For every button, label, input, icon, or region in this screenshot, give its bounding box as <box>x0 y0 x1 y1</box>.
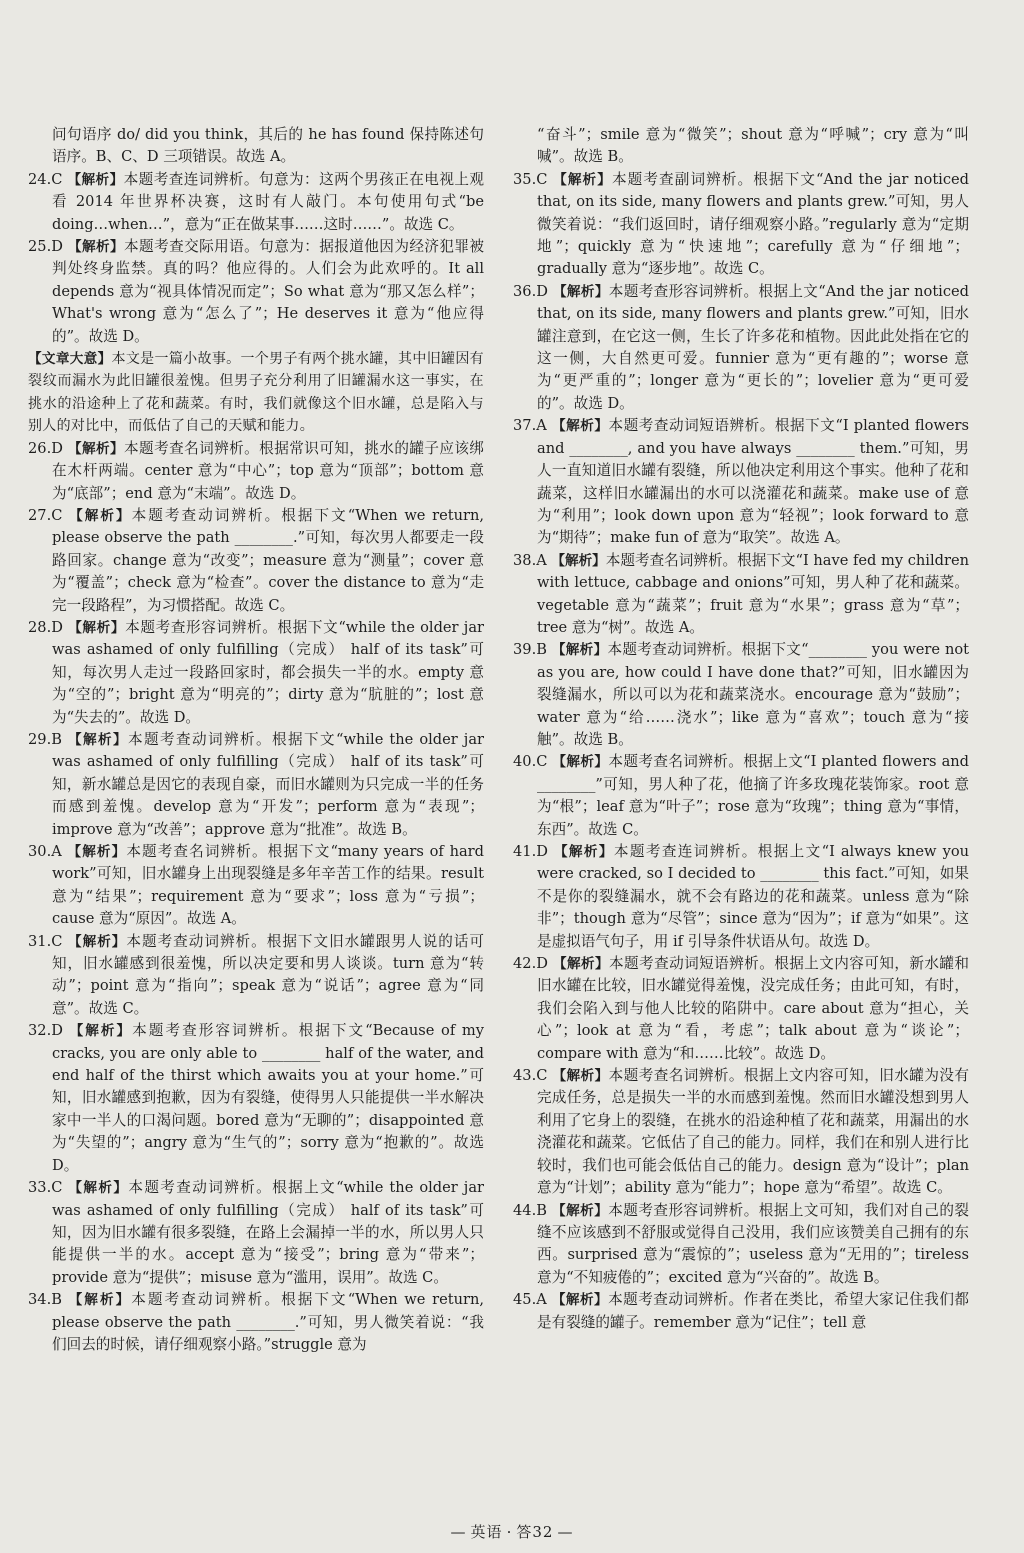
answer-number: 36.D <box>513 282 548 300</box>
analysis-tag: 【解析】 <box>553 171 612 188</box>
answer-item <box>513 639 969 751</box>
analysis-tag: 【解析】 <box>69 1023 133 1040</box>
analysis-tag: 【解析】 <box>69 507 132 524</box>
page-footer <box>0 1521 1024 1542</box>
answer-text: 本题考查名词辨析。根据常识可知，挑水的罐子应该绑在木杆两端。center 意为“中心”；top 意为“顶部”；bottom 意为“底部”；end 意为“末端”。故选 D。 <box>52 439 484 502</box>
answer-item <box>28 438 484 505</box>
answer-item <box>513 550 969 640</box>
answer-number: 39.B <box>513 641 547 659</box>
answer-item <box>28 1020 484 1177</box>
article-summary <box>28 348 484 438</box>
footer-dash-right: — <box>557 1523 574 1541</box>
answer-item <box>28 169 484 236</box>
analysis-tag: 【解析】 <box>67 239 125 256</box>
answer-item <box>513 841 969 953</box>
analysis-tag: 【解析】 <box>68 619 126 636</box>
left-column <box>28 124 484 1356</box>
answer-item <box>513 415 969 549</box>
answer-number: 28.D <box>28 618 63 636</box>
answer-text: 本题考查名词辨析。根据上文“I planted flowers and ________”可知，男人种了花，他摘了许多玫瑰花装饰家。root 意为“根”；leaf 意为“叶子”；rose 意为“玫瑰”；thing 意为“事情，东西”。故选 C。 <box>537 753 970 838</box>
answer-item <box>28 124 484 169</box>
analysis-tag: 【解析】 <box>553 844 614 860</box>
analysis-tag: 【解析】 <box>68 1180 129 1197</box>
footer-page-number: 答32 <box>516 1523 554 1541</box>
answer-text: 本题考查名词辨析。根据下文“I have fed my children with lettuce, cabbage and onions”可知，男人种了花和蔬菜。vegetable 意为“蔬菜”；fruit 意为“水果”；grass 意为“草”；tree 意为“树”。故选 A。 <box>537 551 969 636</box>
analysis-tag: 【解析】 <box>552 1068 609 1085</box>
answer-item <box>513 953 969 1065</box>
answer-item <box>28 841 484 931</box>
answer-number: 26.D <box>28 439 63 457</box>
analysis-tag: 【解析】 <box>551 418 609 435</box>
answer-text: 本文是一篇小故事。一个男子有两个挑水罐，其中旧罐因有裂纹而漏水为此旧罐很羞愧。但男子充分利用了旧罐漏水这一事实，在挑水的沿途种上了花和蔬菜。有时，我们就像这个旧水罐，总是陷入与别人的对比中，而低估了自己的天赋和能力。 <box>28 351 484 435</box>
answer-number: 43.C <box>513 1067 548 1085</box>
answer-number: 34.B <box>28 1291 62 1309</box>
answer-text: 本题考查形容词辨析。根据上文“And the jar noticed that, on its side, many flowers and plants grew.”可知，旧水罐注意到，在它这一侧，生长了许多花和植物。因此此处指在它的这一侧，大自然更可爱。funnier 意为“更有趣的”；worse 意为“更严重的”；longer 意为“更长的”；lovelier 意为“更可爱的”。故选 D。 <box>537 282 970 412</box>
answer-text: 本题考查动词辨析。根据下文“________ you were not as you are, how could I have done that?”可知，旧水罐因为裂缝漏水，所以可以为花和蔬菜浇水。encourage 意为“鼓励”；water 意为“给……浇水”；like 意为“喜欢”；touch 意为“接触”。故选 B。 <box>537 641 970 748</box>
analysis-tag: 【解析】 <box>551 1292 609 1309</box>
answer-text: 本题考查形容词辨析。根据下文“Because of my cracks, you are only able to ________ half of the water, and end half of the thirst which awaits you at your home.”可知，旧水罐感到抱歉，因为有裂缝，使得男人只能提供一半水解决家中一半人的口渴问题。bored 意为“无聊的”；disappointed 意为“失望的”；angry 意为“生气的”；sorry 意为“抱歉的”。故选 D。 <box>52 1022 484 1174</box>
footer-dash-left: — <box>450 1523 467 1541</box>
answer-text: 本题考查名词辨析。根据下文“many years of hard work”可知，旧水罐身上出现裂缝是多年辛苦工作的结果。result 意为“结果”；requirement 意为“要求”；loss 意为“亏损”；cause 意为“原因”。故选 A。 <box>52 843 484 928</box>
answer-text: 本题考查名词辨析。根据上文内容可知，旧水罐为没有完成任务，总是损失一半的水而感到羞愧。然而旧水罐没想到男人利用了它身上的裂缝，在挑水的沿途种植了花和蔬菜，用漏出的水浇灌花和蔬菜。它低估了自己的能力。同样，我们在和别人进行比较时，我们也可能会低估自己的能力。design 意为“设计”；plan 意为“计划”；ability 意为“能力”；hope 意为“希望”。故选 C。 <box>537 1067 970 1197</box>
answer-item <box>28 505 484 617</box>
answer-text: 本题考查动词辨析。根据下文“while the older jar was ashamed of only fulfilling（完成） half of its task”可知，新水罐总是因它的表现自豪，而旧水罐则为只完成一半的任务而感到羞愧。develop 意为“开发”；perform 意为“表现”；improve 意为“改善”；approve 意为“批准”。故选 B。 <box>52 730 484 838</box>
answer-item <box>28 1177 484 1289</box>
answer-number: 31.C <box>28 932 63 950</box>
right-column <box>513 124 969 1334</box>
answer-number: 24.C <box>28 170 63 188</box>
answer-text: 本题考查动词辨析。根据上文“while the older jar was ashamed of only fulfilling（完成） half of its task”可知，因为旧水罐有很多裂缝，在路上会漏掉一半的水，所以男人只能提供一半的水。accept 意为“接受”；bring 意为“带来”；provide 意为“提供”；misuse 意为“滥用，误用”。故选 C。 <box>52 1179 484 1286</box>
answer-number: 25.D <box>28 238 63 256</box>
analysis-tag: 【解析】 <box>552 1202 609 1219</box>
answer-number: 42.D <box>513 955 548 973</box>
answer-number: 35.C <box>513 170 548 188</box>
analysis-tag: 【解析】 <box>551 642 608 659</box>
answer-item <box>28 931 484 1021</box>
answer-text: “奋斗”；smile 意为“微笑”；shout 意为“呼喊”；cry 意为“叫喊”。故选 B。 <box>537 126 969 166</box>
analysis-tag: 【解析】 <box>552 956 610 973</box>
answer-item <box>28 729 484 841</box>
answer-number: 45.A <box>513 1291 547 1309</box>
footer-dot: · <box>506 1523 513 1541</box>
answer-text: 本题考查动词短语辨析。根据上文内容可知，新水罐和旧水罐在比较，旧水罐觉得羞愧，没完成任务；由此可知，有时，我们会陷入到与他人比较的陷阱中。care about 意为“担心，关心”；look at 意为“看，考虑”；talk about 意为“谈论”；compare with 意为“和……比较”。故选 D。 <box>537 955 969 1062</box>
answer-item <box>513 751 969 841</box>
answer-text: 本题考查形容词辨析。根据下文“while the older jar was ashamed of only fulfilling（完成） half of its task”可知，每次男人走过一段路回家时，都会损失一半的水。empty 意为“空的”；bright 意为“明亮的”；dirty 意为“肮脏的”；lost 意为“失去的”。故选 D。 <box>52 618 484 726</box>
answer-text: 问句语序 do/ did you think，其后的 he has found 保持陈述句语序。B、C、D 三项错误。故选 A。 <box>52 126 484 166</box>
answer-text: 本题考查动词辨析。根据下文“When we return, please observe the path ________.”可知，每次男人都要走一段路回家。change 意为“改变”；measure 意为“测量”；cover 意为“覆盖”；check 意为“检查”。cover the distance to 意为“走完一段路程”，为习惯搭配。故选 C。 <box>52 506 485 614</box>
answer-item <box>28 1289 484 1356</box>
analysis-tag: 【解析】 <box>67 844 127 860</box>
answer-text: 本题考查连词辨析。句意为：这两个男孩正在电视上观看 2014 年世界杯决赛，这时有人敲门。本句使用句式“be doing…when…”，意为“正在做某事……这时……”。故选 C。 <box>52 170 485 233</box>
answer-text: 本题考查动词短语辨析。根据下文“I planted flowers and ________, and you have always ________ them.”可知，男人一直知道旧水罐有裂缝，所以他决定利用这个事实。他种了花和蔬菜，这样旧水罐漏出的水可以浇灌花和蔬菜。make use of 意为“利用”；look down upon 意为“轻视”；look forward to 意为“期待”；make fun of 意为“取笑”。故选 A。 <box>537 417 970 547</box>
answer-text: 本题考查连词辨析。根据上文“I always knew you were cracked, so I decided to ________ this fact.”可知，如果不是你的裂缝漏水，就不会有路边的花和蔬菜。unless 意为“除非”；though 意为“尽管”；since 意为“因为”；if 意为“如果”。这是虚拟语气句子，用 if 引导条件状语从句。故选 D。 <box>537 843 969 950</box>
answer-number: 41.D <box>513 843 548 860</box>
answer-number: 44.B <box>513 1201 547 1219</box>
analysis-tag: 【解析】 <box>68 933 127 950</box>
answer-text: 本题考查交际用语。句意为：据报道他因为经济犯罪被判处终身监禁。真的吗？他应得的。人们会为此欢呼的。It all depends 意为“视具体情况而定”；So what 意为“那又怎么样”；What's wrong 意为“怎么了”；He deserves it 意为“他应得的”。故选 D。 <box>52 238 484 345</box>
answer-text: 本题考查动词辨析。根据下文旧水罐跟男人说的话可知，旧水罐感到很羞愧，所以决定要和男人谈谈。turn 意为“转动”；point 意为“指向”；speak 意为“说话”；agree 意为“同意”。故选 C。 <box>52 932 485 1017</box>
answer-item <box>513 1289 969 1334</box>
answer-item <box>28 617 484 729</box>
answer-item <box>513 1065 969 1199</box>
analysis-tag: 【解析】 <box>67 440 125 457</box>
answer-item <box>513 124 969 169</box>
answer-number: 33.C <box>28 1179 63 1197</box>
answer-number: 32.D <box>28 1022 63 1040</box>
answer-number: 40.C <box>513 753 548 771</box>
analysis-tag: 【解析】 <box>67 731 128 748</box>
analysis-tag: 【解析】 <box>552 283 609 300</box>
answer-item <box>28 236 484 348</box>
answer-number: 27.C <box>28 506 63 524</box>
analysis-tag: 【解析】 <box>68 1292 132 1309</box>
answer-text: 本题考查动词辨析。作者在类比，希望大家记住我们都是有裂缝的罐子。remember 意为“记住”；tell 意 <box>537 1291 969 1331</box>
answer-number: 30.A <box>28 843 62 860</box>
answer-text: 本题考查副词辨析。根据下文“And the jar noticed that, on its side, many flowers and plants grew.”可知，男人微笑着说：“我们返回时，请仔细观察小路。”regularly 意为“定期地”；quickly 意为“快速地”；carefully 意为“仔细地”；gradually 意为“逐步地”。故选 C。 <box>537 170 970 278</box>
answer-number: 38.A <box>513 551 547 569</box>
answer-item <box>513 1200 969 1290</box>
analysis-tag: 【解析】 <box>67 171 124 188</box>
analysis-tag: 【解析】 <box>551 552 606 569</box>
answer-text: 本题考查动词辨析。根据下文“When we return, please observe the path ________.”可知，男人微笑着说：“我们回去的时候，请仔细观察小路。”struggle 意为 <box>52 1291 485 1353</box>
answer-text: 本题考查形容词辨析。根据上文可知，我们对自己的裂缝不应该感到不舒服或觉得自己没用，我们应该赞美自己拥有的东西。surprised 意为“震惊的”；useless 意为“无用的”；tireless 意为“不知疲倦的”；excited 意为“兴奋的”。故选 B。 <box>537 1201 970 1286</box>
answer-number: 37.A <box>513 417 547 435</box>
footer-subject: 英语 <box>470 1523 503 1541</box>
analysis-tag: 【文章大意】 <box>28 351 112 368</box>
analysis-tag: 【解析】 <box>552 754 609 771</box>
answer-number: 29.B <box>28 730 62 748</box>
answer-item <box>513 281 969 415</box>
answer-item <box>513 169 969 281</box>
